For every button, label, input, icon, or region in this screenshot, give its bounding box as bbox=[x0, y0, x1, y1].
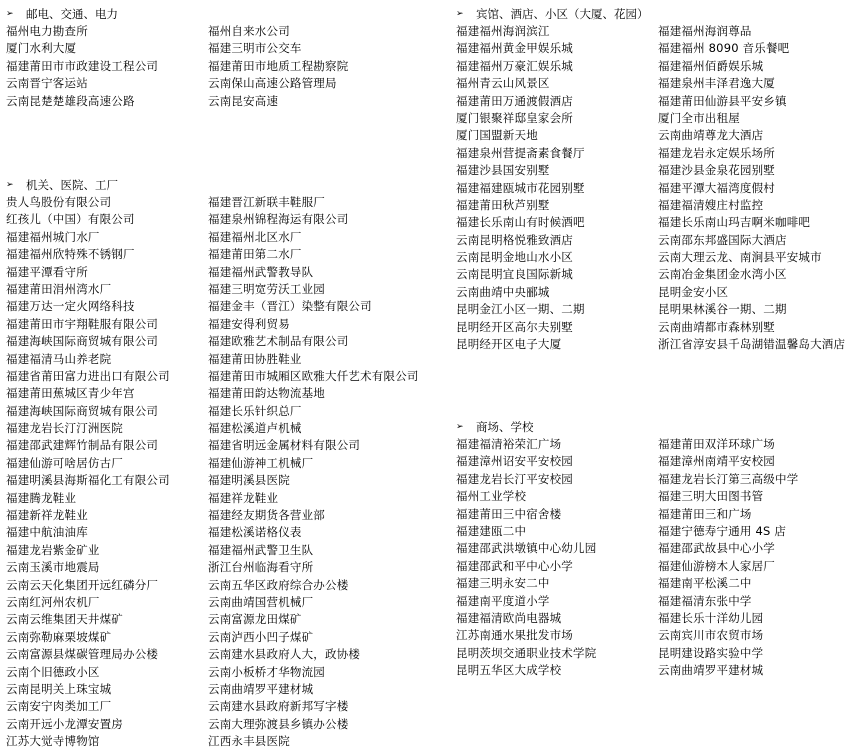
list-item: 福建莆田万通渡假酒店 bbox=[456, 93, 573, 108]
section-malls-schools bbox=[456, 419, 864, 679]
list-item: 福建福州城门水厂 bbox=[6, 229, 100, 244]
right-column bbox=[658, 436, 864, 679]
list-item: 江苏南通水果批发市场 bbox=[456, 628, 573, 643]
list-item: 云南云天化集团开远红磷分厂 bbox=[6, 577, 159, 592]
list-item: 福建莆田韵达物流基地 bbox=[208, 386, 325, 401]
list-item: 福建三明市公交车 bbox=[208, 41, 302, 56]
list-item: 福建福州武警教导队 bbox=[208, 264, 314, 279]
list-item: 福建海峡国际商贸城有限公司 bbox=[6, 403, 159, 418]
list-item: 福建福清嫂庄村监控 bbox=[658, 197, 764, 212]
list-item: 福建省明远金属材料有限公司 bbox=[208, 438, 361, 453]
list-item: 昆明果林溪谷一期、二期 bbox=[658, 302, 787, 317]
list-item: 云南建水县政府人大，政协楼 bbox=[208, 647, 361, 662]
list-item: 福建福州北区水厂 bbox=[208, 229, 302, 244]
list-item: 云南昆楚楚雄段高速公路 bbox=[6, 93, 135, 108]
list-item: 福建莆田市市政建设工程公司 bbox=[6, 58, 159, 73]
list-item: 福建莆田三中宿舍楼 bbox=[456, 506, 562, 521]
list-item: 福州工业学校 bbox=[456, 489, 527, 504]
list-item: 福建莆田市地质工程勘察院 bbox=[208, 58, 349, 73]
list-item: 云南宾川市农贸市场 bbox=[658, 628, 764, 643]
list-item: 福建福州黄金甲娱乐城 bbox=[456, 41, 573, 56]
list-item: 云南曲靖尊龙大酒店 bbox=[658, 128, 764, 143]
list-item: 昆明金江小区一期、二期 bbox=[456, 302, 585, 317]
list-item: 福建邵武故县中心小学 bbox=[658, 541, 775, 556]
section-hotels-residences bbox=[456, 6, 864, 353]
list-item: 云南晋宁客运站 bbox=[6, 76, 88, 91]
list-item: 福建腾龙鞋业 bbox=[6, 490, 77, 505]
list-item: 福建福建瓯城市花园别墅 bbox=[456, 180, 585, 195]
list-item: 云南建水县政府新邦写字楼 bbox=[208, 699, 349, 714]
list-item: 福建沙县金泉花园别墅 bbox=[658, 163, 775, 178]
right-column bbox=[208, 23, 448, 110]
list-item: 福建福清裕荣汇广场 bbox=[456, 437, 562, 451]
list-item: 福建万达一定火网络科技 bbox=[6, 299, 135, 314]
list-item: 云南个旧德政小区 bbox=[6, 664, 100, 679]
list-item: 福建莆田第二水厂 bbox=[208, 247, 302, 262]
section-columns bbox=[456, 436, 864, 679]
list-item: 福建邵武洪墩镇中心幼儿园 bbox=[456, 541, 597, 556]
list-item: 云南曲靖都市森林别墅 bbox=[658, 319, 775, 334]
list-item: 福建长乐十洋幼儿园 bbox=[658, 610, 764, 625]
list-item: 福建福清欧尚电器城 bbox=[456, 610, 562, 625]
section-columns bbox=[456, 23, 864, 353]
list-item: 厦门水利大厦 bbox=[6, 41, 77, 56]
section-title-text: 商场、学校 bbox=[476, 420, 534, 434]
list-item: 福建莆田双洋环球广场 bbox=[658, 437, 775, 451]
left-column bbox=[456, 436, 658, 679]
list-item: 厦门银聚祥邸皇家会所 bbox=[456, 110, 573, 125]
list-item: 福建沙县国安别墅 bbox=[456, 163, 550, 178]
list-item: 福建莆田市城厢区欧雅大仟艺术有限公司 bbox=[208, 368, 419, 383]
list-item: 云南富源龙田煤矿 bbox=[208, 612, 302, 627]
list-item: 云南泸西小凹子煤矿 bbox=[208, 629, 314, 644]
arrow-bullet-icon: ➢ bbox=[456, 422, 464, 432]
list-item: 福建祥龙鞋业 bbox=[208, 490, 279, 505]
list-item: 福建泉州锦程海运有限公司 bbox=[208, 212, 349, 227]
list-item: 福建福州佰爵娱乐城 bbox=[658, 58, 764, 73]
list-item: 福建欧雅艺术制品有限公司 bbox=[208, 334, 349, 349]
list-item: 福建福州 8090 音乐餐吧 bbox=[658, 41, 790, 56]
list-item: 福建三明宽劳沃工业园 bbox=[208, 281, 325, 296]
list-item: 江苏大觉寺博物馆 bbox=[6, 734, 100, 749]
list-item: 福建长乐南山玛吉啊米咖啡吧 bbox=[658, 215, 811, 230]
section-title bbox=[456, 6, 864, 23]
list-item: 红孩儿（中国）有限公司 bbox=[6, 212, 135, 227]
right-column bbox=[208, 194, 448, 751]
list-item: 福建平潭大福湾度假村 bbox=[658, 180, 775, 195]
list-item: 福建莆田三和广场 bbox=[658, 506, 752, 521]
list-item: 福建三明永安二中 bbox=[456, 576, 550, 591]
section-post-transport-power bbox=[6, 6, 448, 110]
list-item: 云南富源县煤碳管理局办公楼 bbox=[6, 647, 159, 662]
list-item: 昆明经开区高尔夫别墅 bbox=[456, 319, 573, 334]
section-title-text: 邮电、交通、电力 bbox=[26, 7, 118, 21]
list-item: 福建福州海润滨江 bbox=[456, 24, 550, 38]
list-item: 福建龙岩永定娱乐场所 bbox=[658, 145, 775, 160]
left-column bbox=[456, 23, 658, 353]
section-columns bbox=[6, 23, 448, 110]
list-item: 福建莆田市宇翔鞋服有限公司 bbox=[6, 316, 159, 331]
list-item: 云南冶金集团金水湾小区 bbox=[658, 267, 787, 282]
list-item: 福州自来水公司 bbox=[208, 24, 290, 38]
list-item: 福建松溪道卢机械 bbox=[208, 421, 302, 436]
list-item: 云南昆明格悦雅致酒店 bbox=[456, 232, 573, 247]
section-columns bbox=[6, 194, 448, 751]
list-item: 昆明五华区大成学校 bbox=[456, 663, 562, 678]
list-item: 福建福州武警卫生队 bbox=[208, 542, 314, 557]
list-item: 云南开远小龙潭安置房 bbox=[6, 716, 123, 731]
list-item: 福建福清东张中学 bbox=[658, 593, 752, 608]
left-column bbox=[6, 194, 208, 751]
list-item: 云南安宁肉类加工厂 bbox=[6, 699, 112, 714]
list-item: 福建中航油油库 bbox=[6, 525, 88, 540]
list-item: 福州青云山风景区 bbox=[456, 76, 550, 91]
list-item: 云南红河州农机厂 bbox=[6, 594, 100, 609]
list-item: 云南玉溪市地震局 bbox=[6, 560, 100, 575]
list-item: 福建仙游可啥居仿古厂 bbox=[6, 455, 123, 470]
list-item: 福建平潭看守所 bbox=[6, 264, 88, 279]
arrow-bullet-icon: ➢ bbox=[6, 180, 14, 190]
list-item: 福建泉州营提斋素食餐厅 bbox=[456, 145, 585, 160]
list-item: 福建金丰（晋江）染整有限公司 bbox=[208, 299, 372, 314]
section-title bbox=[456, 419, 864, 436]
list-item: 昆明建设路实验中学 bbox=[658, 645, 764, 660]
list-item: 福建宁德寿宁通用 4S 店 bbox=[658, 523, 787, 538]
arrow-bullet-icon: ➢ bbox=[6, 9, 14, 19]
list-item: 昆明金安小区 bbox=[658, 284, 729, 299]
list-item: 福建漳州南靖平安校园 bbox=[658, 454, 775, 469]
list-item: 昆明茨坝交通职业技术学院 bbox=[456, 645, 597, 660]
section-offices-hospitals-factories bbox=[6, 177, 448, 751]
list-item: 云南曲靖罗平建材城 bbox=[208, 681, 314, 696]
list-item: 福建漳州诏安平安校园 bbox=[456, 454, 573, 469]
list-item: 福建长乐针织总厂 bbox=[208, 403, 302, 418]
section-title bbox=[6, 177, 448, 194]
list-item: 福建邵武建辉竹制品有限公司 bbox=[6, 438, 159, 453]
list-item: 浙江省淳安县千岛湖错温馨岛大酒店 bbox=[658, 337, 846, 352]
list-item: 福建莆田秋芦别墅 bbox=[456, 197, 550, 212]
list-item: 昆明经开区电子大厦 bbox=[456, 337, 562, 352]
list-item: 厦门全市出租屋 bbox=[658, 110, 740, 125]
right-column bbox=[658, 23, 864, 353]
list-item: 福建三明大田图书管 bbox=[658, 489, 764, 504]
list-item: 福建松溪诺格仪表 bbox=[208, 525, 302, 540]
list-item: 福建明溪县医院 bbox=[208, 473, 290, 488]
list-item: 福建仙游神工机械厂 bbox=[208, 455, 314, 470]
list-item: 云南昆明关上珠宝城 bbox=[6, 681, 112, 696]
section-title-text: 机关、医院、工厂 bbox=[26, 178, 118, 192]
list-item: 福建仙游榜木人家居厂 bbox=[658, 558, 775, 573]
list-item: 云南昆明宜良国际新城 bbox=[456, 267, 573, 282]
list-item: 福建福清马山养老院 bbox=[6, 351, 112, 366]
list-item: 福建莆田蕉城区青少年宫 bbox=[6, 386, 135, 401]
list-item: 福建福州海润尊品 bbox=[658, 24, 752, 38]
list-item: 福建龙岩紫金矿业 bbox=[6, 542, 100, 557]
list-item: 江西永丰县医院 bbox=[208, 734, 290, 749]
list-item: 福建建瓯二中 bbox=[456, 523, 527, 538]
section-title bbox=[6, 6, 448, 23]
list-item: 云南邵东邦盛国际大酒店 bbox=[658, 232, 787, 247]
list-item: 福建龙岩长汀第三高级中学 bbox=[658, 471, 799, 486]
list-item: 浙江台州临海看守所 bbox=[208, 560, 314, 575]
list-item: 福建省莆田富力进出口有限公司 bbox=[6, 368, 170, 383]
list-item: 福建安得利贸易 bbox=[208, 316, 290, 331]
list-item: 云南曲靖罗平建材城 bbox=[658, 663, 764, 678]
list-item: 福建经友期货各营业部 bbox=[208, 508, 325, 523]
list-item: 福建长乐南山有时候酒吧 bbox=[456, 215, 585, 230]
list-item: 云南云维集团天井煤矿 bbox=[6, 612, 123, 627]
list-item: 云南小板桥才华物流园 bbox=[208, 664, 325, 679]
list-item: 福州电力勘查所 bbox=[6, 24, 88, 38]
list-item: 云南大理云龙、南涧县平安城市 bbox=[658, 250, 822, 265]
list-item: 福建莆田协胜鞋业 bbox=[208, 351, 302, 366]
list-item: 福建莆田涓州湾水厂 bbox=[6, 281, 112, 296]
list-item: 云南曲靖国营机械厂 bbox=[208, 594, 314, 609]
list-item: 福建新祥龙鞋业 bbox=[6, 508, 88, 523]
list-item: 云南弥勒麻栗坡煤矿 bbox=[6, 629, 112, 644]
list-item: 福建海峡国际商贸城有限公司 bbox=[6, 334, 159, 349]
list-item: 云南昆明金地山水小区 bbox=[456, 250, 573, 265]
list-item: 福建莆田仙游县平安乡镇 bbox=[658, 93, 787, 108]
list-item: 云南曲靖中央郦城 bbox=[456, 284, 550, 299]
left-column bbox=[6, 23, 208, 110]
list-item: 云南保山高速公路管理局 bbox=[208, 76, 337, 91]
list-item: 福建邵武和平中心小学 bbox=[456, 558, 573, 573]
section-title-text: 宾馆、酒店、小区（大厦、花园） bbox=[476, 7, 649, 21]
list-item: 厦门国盟新天地 bbox=[456, 128, 538, 143]
list-item: 福建南平松溪二中 bbox=[658, 576, 752, 591]
list-item: 云南五华区政府综合办公楼 bbox=[208, 577, 349, 592]
list-item: 贵人鸟股份有限公司 bbox=[6, 195, 112, 209]
list-item: 福建泉州丰泽君逸大厦 bbox=[658, 76, 775, 91]
arrow-bullet-icon: ➢ bbox=[456, 9, 464, 19]
list-item: 福建南平度道小学 bbox=[456, 593, 550, 608]
list-item: 云南昆安高速 bbox=[208, 93, 279, 108]
list-item: 福建晋江新联丰鞋服厂 bbox=[208, 195, 325, 209]
list-item: 云南大理弥渡县乡镇办公楼 bbox=[208, 716, 349, 731]
list-item: 福建福州万豪汇娱乐城 bbox=[456, 58, 573, 73]
list-item: 福建明溪县海斯福化工有限公司 bbox=[6, 473, 170, 488]
list-item: 福建龙岩长汀汀洲医院 bbox=[6, 421, 123, 436]
list-item: 福建龙岩长汀平安校园 bbox=[456, 471, 573, 486]
list-item: 福建福州欣特殊不锈钢厂 bbox=[6, 247, 135, 262]
